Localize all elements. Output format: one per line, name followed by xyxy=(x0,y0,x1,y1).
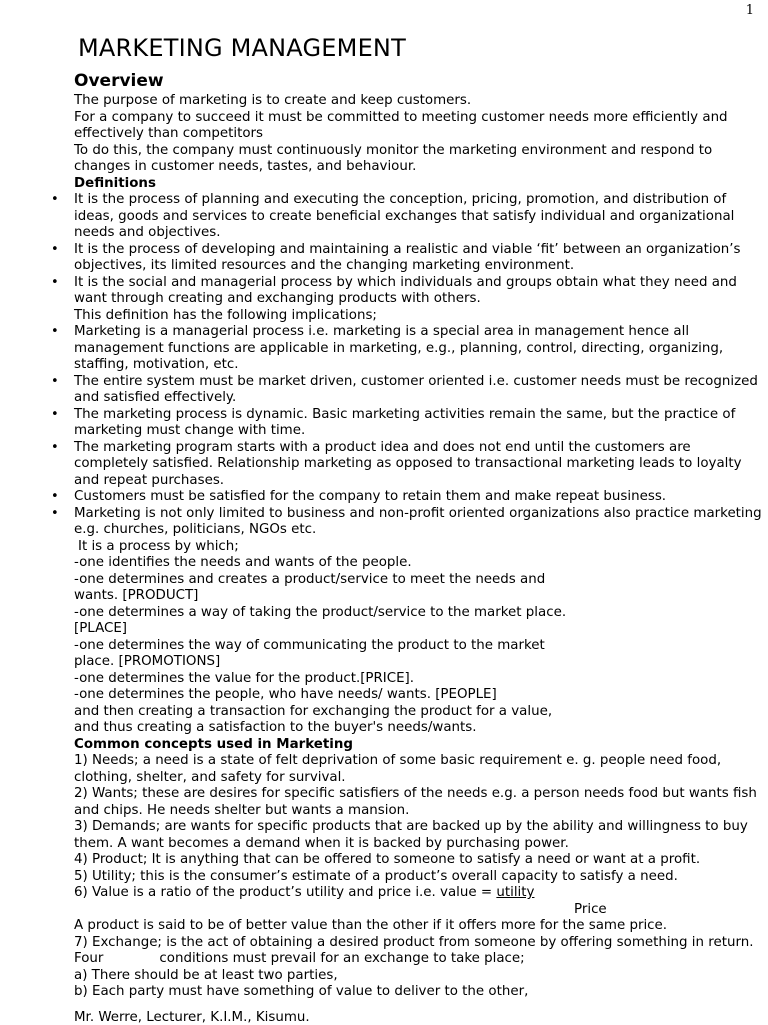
implication-item: • Customers must be satisfied for the company to retain them and make repeat business. xyxy=(74,489,764,506)
concept-item: 4) Product; It is anything that can be offered to someone to satisfy a need or want at a profit. xyxy=(74,852,701,867)
exchange-condition: b) Each party must have something of value to deliver to the other, xyxy=(74,984,529,999)
definitions-list xyxy=(74,192,764,308)
implications-list xyxy=(74,324,764,539)
process-intro: It is a process by which; xyxy=(78,538,239,554)
process-line: -one determines the value for the product.[PRICE]. xyxy=(74,670,415,686)
page-footer: Mr. Werre, Lecturer, K.I.M., Kisumu. xyxy=(74,1010,310,1025)
overview-paragraph: To do this, the company must continuously monitor the marketing environment and respond to changes in customer needs, tastes, and behaviour. xyxy=(74,142,713,174)
value-denominator: Price xyxy=(574,901,607,917)
process-line: -one determines and creates a product/service to meet the needs and wants. [PRODUCT] xyxy=(74,571,546,603)
exchange-condition: a) There should be at least two parties, xyxy=(74,967,338,983)
document-title: MARKETING MANAGEMENT xyxy=(78,34,406,62)
value-formula-line xyxy=(74,885,764,902)
value-comparison: A product is said to be of better value than the other if it offers more for the same price. xyxy=(74,918,668,933)
definition-item: • It is the social and managerial process by which individuals and groups obtain what they need and want through creating and exchanging products with others. xyxy=(74,275,764,308)
exchange-line-b: conditions must prevail for an exchange to take place; xyxy=(159,951,525,966)
process-line: -one identifies the needs and wants of the people. xyxy=(74,555,412,570)
document-body xyxy=(74,70,764,1001)
process-line: and then creating a transaction for exchanging the product for a value, and thus creating a satisfaction to the buyer's needs/wants. xyxy=(74,703,553,735)
exchange-definition xyxy=(74,935,764,968)
implication-item: • Marketing is not only limited to business and non-profit oriented organizations also practice marketing e.g. churches, politicians, NGOs etc. xyxy=(74,506,764,539)
concept-item: 2) Wants; these are desires for specific satisfiers of the needs e.g. a person needs food but wants fish and chips. He needs shelter but wants a mansion. xyxy=(74,786,757,818)
concept-item: 1) Needs; a need is a state of felt deprivation of some basic requirement e. g. people need food, clothing, shelter, and safety for survival. xyxy=(74,753,722,785)
process-line: -one determines the people, who have needs/ wants. [PEOPLE] xyxy=(74,687,497,702)
process-line: -one determines the way of communicating the product to the market place. [PROMOTIONS] xyxy=(74,637,545,669)
process-list xyxy=(74,555,574,737)
concepts-heading: Common concepts used in Marketing xyxy=(74,736,353,752)
implication-item: • The entire system must be market driven, customer oriented i.e. customer needs must be recognized and satisfied effectively. xyxy=(74,374,764,407)
implications-intro: This definition has the following implications; xyxy=(74,307,377,323)
implication-item: • The marketing process is dynamic. Basic marketing activities remain the same, but the practice of marketing must change with time. xyxy=(74,407,764,440)
concept-item: 5) Utility; this is the consumer’s estimate of a product’s overall capacity to satisfy a need. xyxy=(74,868,678,884)
concept-item: 3) Demands; are wants for specific products that are backed up by the ability and willingness to buy them. A want becomes a demand when it is backed by purchasing power. xyxy=(74,819,748,851)
implication-item: • The marketing program starts with a product idea and does not end until the customers are completely satisfied. Relationship marketing as opposed to transactional marketing leads to loyalty and repeat purchases. xyxy=(74,440,764,490)
overview-paragraph: For a company to succeed it must be committed to meeting customer needs more efficiently and effectively than competitors xyxy=(74,109,728,141)
page-number: 1 xyxy=(745,3,754,18)
process-line: -one determines a way of taking the product/service to the market place. [PLACE] xyxy=(74,604,567,636)
implication-item: • Marketing is a managerial process i.e. marketing is a special area in management hence all management functions are applicable in marketing, e.g., planning, control, directing, organizing, staffing, motivation, etc. xyxy=(74,324,764,374)
overview-paragraph: The purpose of marketing is to create and keep customers. xyxy=(74,93,472,108)
exchange-line-a: 7) Exchange; is the act of obtaining a desired product from someone by offering something in return. Four xyxy=(74,934,754,966)
overview-heading: Overview xyxy=(74,71,164,91)
value-line-prefix: 6) Value is a ratio of the product’s utility and price i.e. value = xyxy=(74,885,497,900)
definition-item: • It is the process of developing and maintaining a realistic and viable ‘fit’ between an organization’s objectives, its limited resources and the changing marketing environment. xyxy=(74,242,764,275)
definitions-heading: Definitions xyxy=(74,175,156,191)
definition-item: • It is the process of planning and executing the conception, pricing, promotion, and distribution of ideas, goods and services to create beneficial exchanges that satisfy individual and organizational needs and objectives. xyxy=(74,192,764,242)
value-numerator: utility xyxy=(496,885,535,900)
